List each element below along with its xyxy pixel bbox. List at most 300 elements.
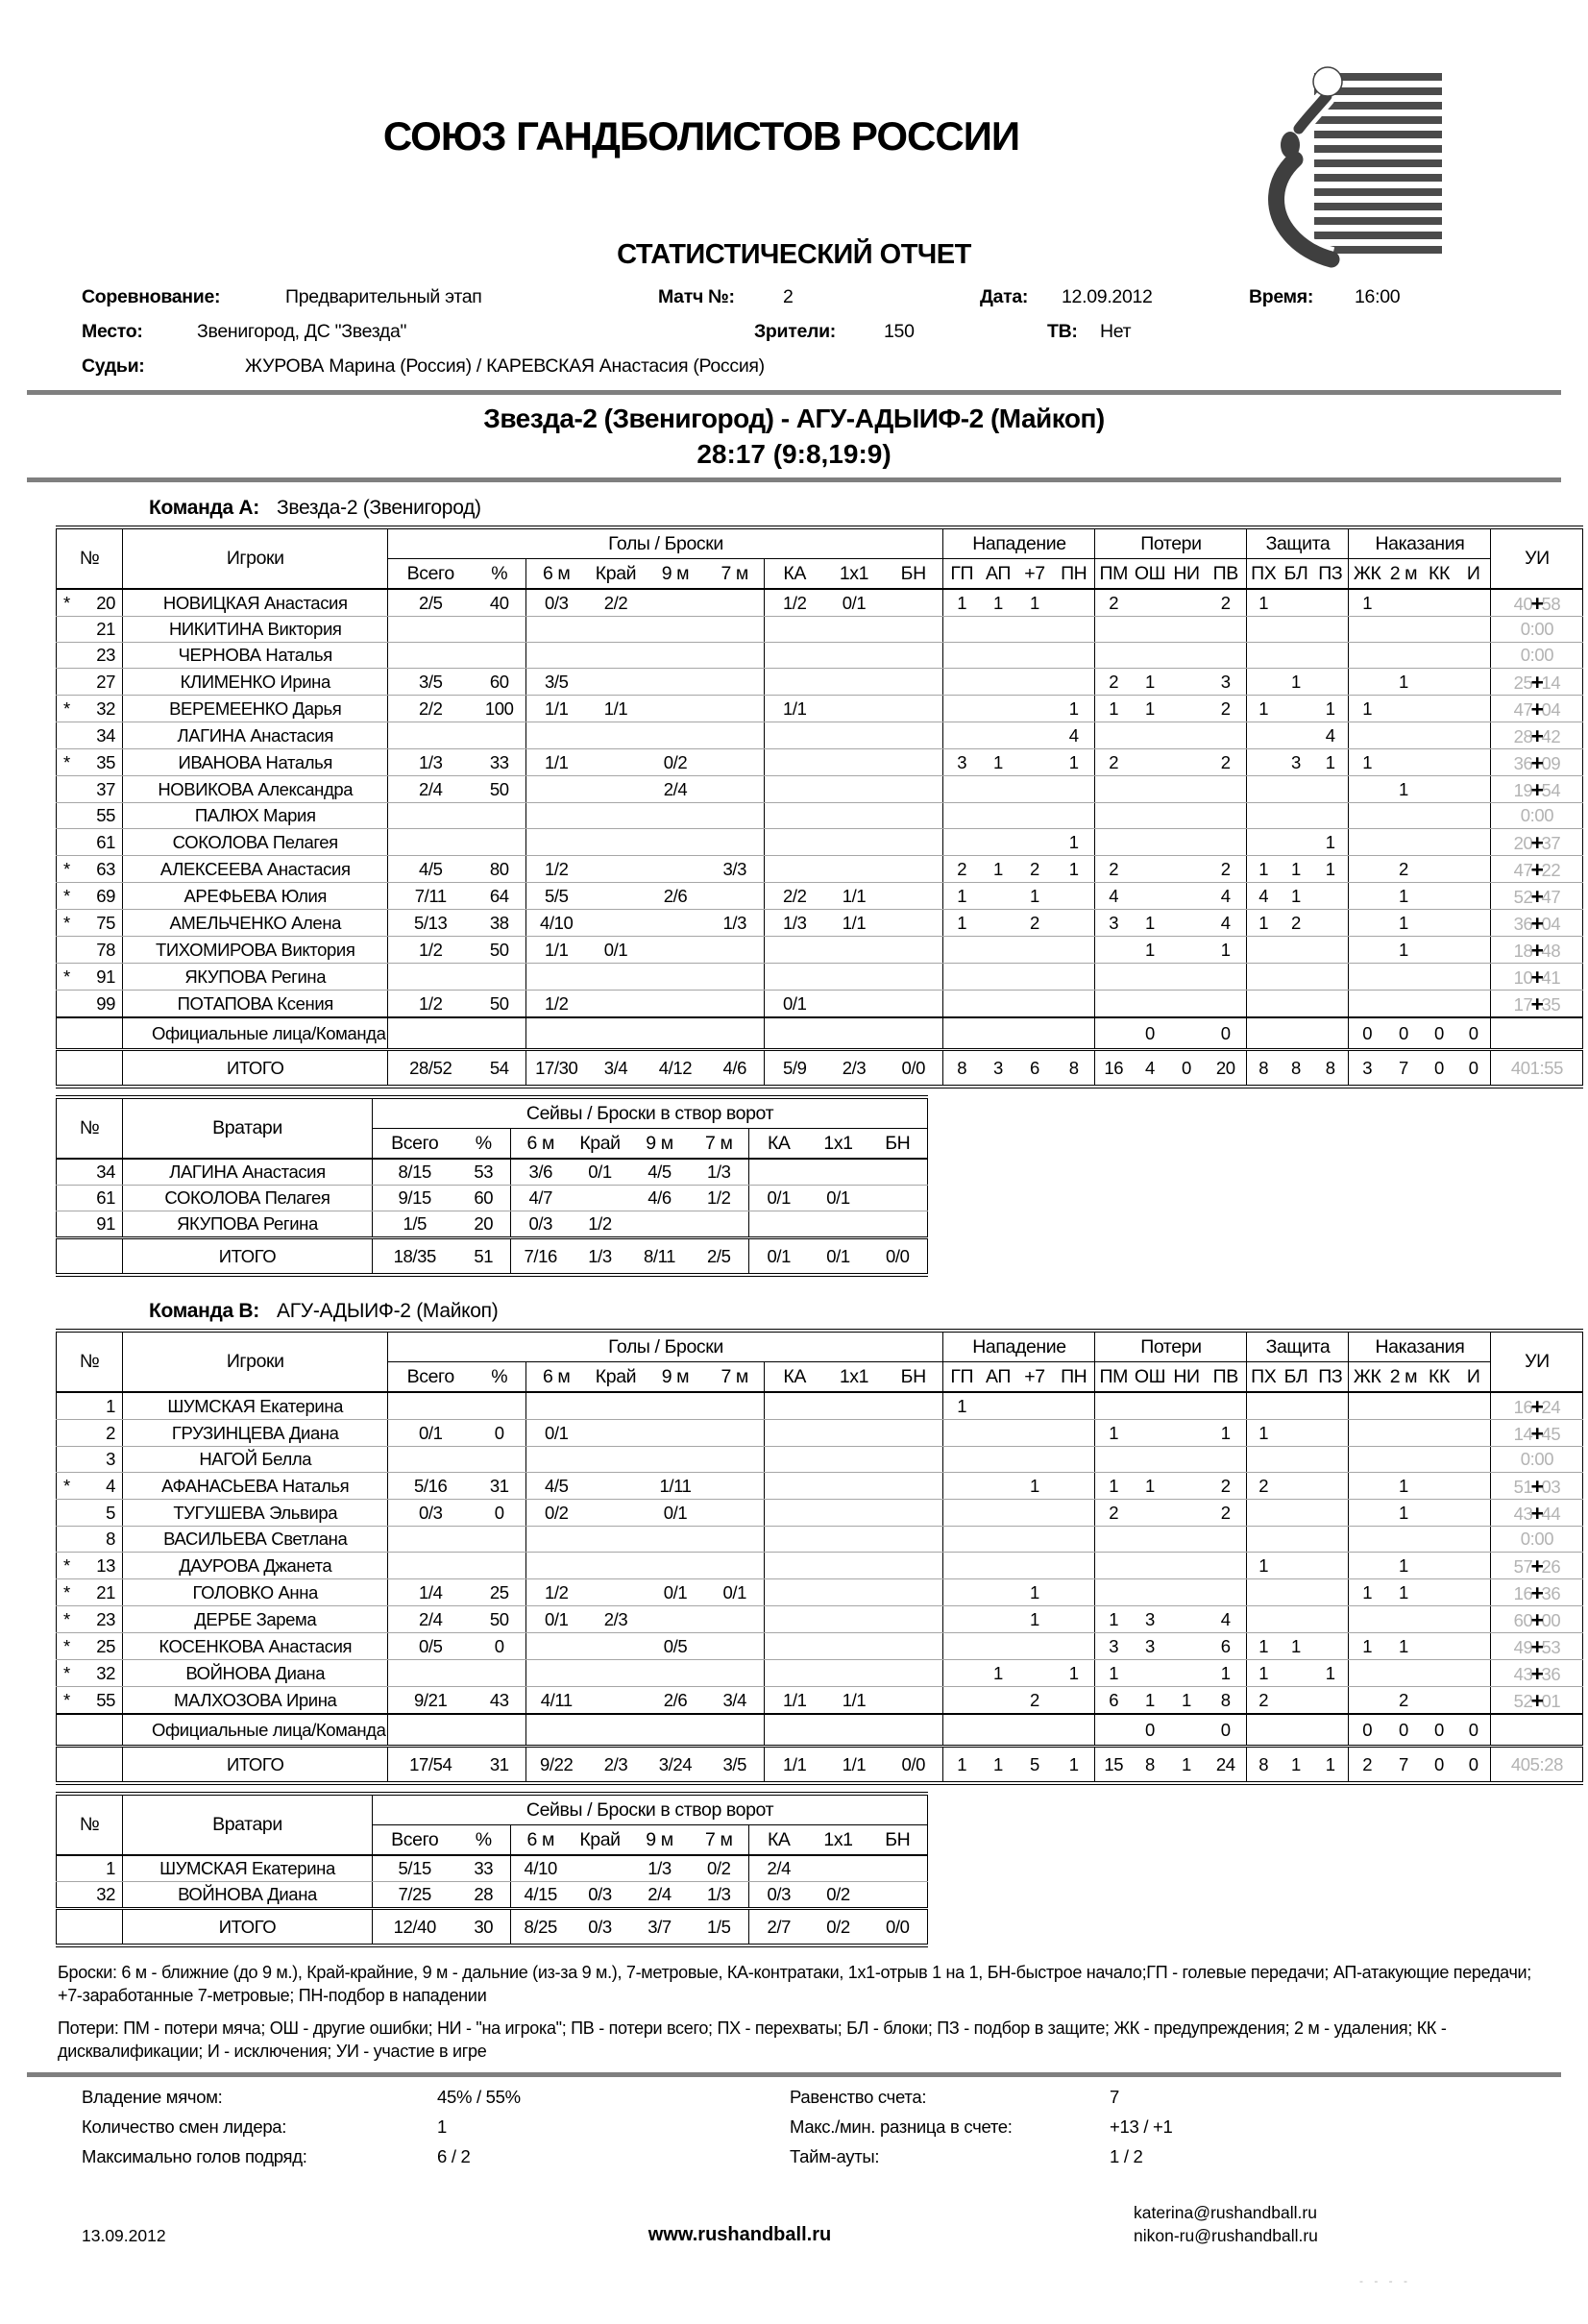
stat-bn: [884, 1633, 943, 1660]
stat-pv: 4: [1205, 1606, 1247, 1633]
stat-pv: 2: [1205, 589, 1247, 617]
col-players: Вратари: [123, 1794, 373, 1855]
stat-p7: 6: [1016, 1050, 1053, 1088]
player-name: ТИХОМИРОВА Виктория: [123, 937, 388, 964]
stat-pm: [1095, 776, 1132, 803]
stat-pn: 1: [1053, 1747, 1095, 1784]
player-name: АМЕЛЬЧЕНКО Алена: [123, 910, 388, 937]
stat-pct: [473, 1527, 526, 1553]
table-row: [57, 1420, 1583, 1447]
col-pm: ПМ: [1095, 1362, 1132, 1393]
stat-m6: [526, 1017, 586, 1050]
stat-ka: [765, 1017, 824, 1050]
stat-kk: [1422, 1553, 1456, 1579]
stat-wing: [571, 1855, 630, 1882]
stat-p7: 2: [1016, 910, 1053, 937]
stat-m7: [705, 1660, 765, 1687]
possession-value: 45% / 55%: [437, 2087, 521, 2107]
stat-pm: 1: [1095, 1660, 1132, 1687]
stat-bn: 0/0: [868, 1238, 928, 1276]
stat-pv: 24: [1205, 1747, 1247, 1784]
stat-m6: [526, 722, 586, 749]
stat-m9: [646, 1392, 705, 1420]
stat-osh: 1: [1132, 1473, 1168, 1500]
stat-gp: [943, 696, 980, 722]
stat-bn: [884, 617, 943, 643]
stat-one: [824, 1017, 884, 1050]
stat-m9: [646, 964, 705, 991]
stat-m9: [646, 1606, 705, 1633]
table-row: [57, 1553, 1583, 1579]
player-number: 4: [106, 1475, 115, 1496]
stat-wing: [571, 1186, 630, 1211]
stat-bn: [884, 1473, 943, 1500]
stat-m2: 1: [1385, 910, 1422, 937]
stat-ph: [1247, 643, 1280, 669]
stat-ni: [1168, 1553, 1205, 1579]
col-ap: АП: [980, 1362, 1016, 1393]
stat-pct: 60: [457, 1186, 511, 1211]
stat-m9: [646, 1553, 705, 1579]
stat-bn: [884, 1447, 943, 1473]
stat-pn: 1: [1053, 1660, 1095, 1687]
stat-pm: [1095, 964, 1132, 991]
stat-m6: 1/1: [526, 937, 586, 964]
stat-m2: [1385, 696, 1422, 722]
player-number: 13: [96, 1554, 115, 1576]
stat-ni: [1168, 1392, 1205, 1420]
stat-p7: 1: [1016, 1579, 1053, 1606]
stat-one: [824, 1420, 884, 1447]
stat-p7: [1016, 1392, 1053, 1420]
stat-bn: [884, 643, 943, 669]
stat-m7: 1/5: [690, 1909, 749, 1946]
stat-pv: [1205, 829, 1247, 856]
stat-pm: 2: [1095, 1500, 1132, 1527]
stat-osh: [1132, 1553, 1168, 1579]
player-number-cell: [57, 1050, 123, 1088]
played-plus-mark: +: [1530, 830, 1544, 855]
stat-one: [824, 1553, 884, 1579]
stat-ap: 1: [980, 589, 1016, 617]
table-row: [57, 1687, 1583, 1715]
stat-bl: 1: [1280, 856, 1312, 883]
stat-one: [824, 991, 884, 1018]
match-summary: [82, 2087, 1588, 2176]
stat-m7: 3/5: [705, 1747, 765, 1784]
stat-pm: 2: [1095, 589, 1132, 617]
stat-gp: [943, 669, 980, 696]
stat-pn: [1053, 1553, 1095, 1579]
stat-bl: 2: [1280, 910, 1312, 937]
stat-p7: 1: [1016, 1606, 1053, 1633]
report-title: СТАТИСТИЧЕСКИЙ ОТЧЕТ: [617, 239, 971, 270]
stat-pz: 1: [1312, 696, 1349, 722]
stat-pm: [1095, 1447, 1132, 1473]
stat-m7: [705, 1500, 765, 1527]
player-number-cell: [57, 1473, 123, 1500]
player-name: ГРУЗИНЦЕВА Диана: [123, 1420, 388, 1447]
ui-seconds: 54: [1541, 780, 1561, 800]
stat-ni: [1168, 856, 1205, 883]
stat-m6: 1/2: [526, 991, 586, 1018]
stat-ph: 1: [1247, 910, 1280, 937]
table-row: [57, 1747, 1583, 1784]
player-number-cell: [57, 991, 123, 1018]
stat-p7: [1016, 722, 1053, 749]
website: www.rushandball.ru: [647, 2224, 832, 2245]
stat-zhk: [1349, 1447, 1385, 1473]
info-line-1: [82, 286, 1588, 321]
stat-p7: 1: [1016, 1473, 1053, 1500]
stat-m9: [646, 1420, 705, 1447]
player-name: СОКОЛОВА Пелагея: [123, 829, 388, 856]
player-number-cell: [57, 669, 123, 696]
played-plus-mark: +: [1530, 857, 1544, 882]
stat-one: 0/1: [824, 589, 884, 617]
table-row: [57, 991, 1583, 1018]
stat-wing: [586, 829, 646, 856]
stat-ka: [765, 803, 824, 829]
stat-pz: [1312, 669, 1349, 696]
stat-ph: [1247, 1579, 1280, 1606]
player-number-cell: [57, 1500, 123, 1527]
ui-time: [1491, 1553, 1583, 1579]
stat-m2: [1385, 991, 1422, 1018]
table-row: [57, 1660, 1583, 1687]
player-number: 99: [96, 992, 115, 1014]
starter-mark: *: [63, 1689, 70, 1710]
player-number-cell: [57, 749, 123, 776]
ui-minutes: 19: [1513, 780, 1533, 800]
ui-seconds: 45: [1541, 1424, 1561, 1444]
stat-m9: [646, 829, 705, 856]
stat-pct: 43: [473, 1687, 526, 1715]
stat-m2: 1: [1385, 1633, 1422, 1660]
stat-pn: [1053, 1606, 1095, 1633]
stat-wing: [586, 1420, 646, 1447]
played-plus-mark: +: [1530, 884, 1544, 909]
stat-ph: [1247, 722, 1280, 749]
stat-ni: [1168, 722, 1205, 749]
stat-pz: [1312, 1392, 1349, 1420]
player-number: 32: [96, 1884, 115, 1904]
stat-m2: 1: [1385, 1473, 1422, 1500]
stat-total: 18/35: [373, 1238, 457, 1276]
player-number-cell: [57, 1660, 123, 1687]
col-num: №: [57, 1331, 123, 1392]
stat-pn: [1053, 1500, 1095, 1527]
played-plus-mark: +: [1530, 938, 1544, 963]
stat-one: [824, 617, 884, 643]
stat-pct: 31: [473, 1473, 526, 1500]
stat-pm: 3: [1095, 910, 1132, 937]
stat-pn: [1053, 589, 1095, 617]
ui-time: [1491, 910, 1583, 937]
played-plus-mark: +: [1530, 1501, 1544, 1526]
stat-bl: [1280, 1553, 1312, 1579]
stat-zhk: [1349, 829, 1385, 856]
stat-bn: [884, 1527, 943, 1553]
stat-ka: [765, 1447, 824, 1473]
stat-kk: [1422, 1500, 1456, 1527]
table-row: [57, 749, 1583, 776]
stat-m6: [526, 829, 586, 856]
col-m6: 6 м: [526, 559, 586, 590]
col-ni: НИ: [1168, 1362, 1205, 1393]
col-players: Вратари: [123, 1097, 373, 1159]
stat-m7: [705, 589, 765, 617]
stat-m2: [1385, 617, 1422, 643]
player-name: ВОЙНОВА Диана: [123, 1660, 388, 1687]
stat-p7: [1016, 1017, 1053, 1050]
starter-mark: *: [63, 1635, 70, 1656]
stat-kk: [1422, 643, 1456, 669]
stat-pm: [1095, 991, 1132, 1018]
played-plus-mark: +: [1530, 911, 1544, 936]
stat-pz: [1312, 1606, 1349, 1633]
col-num: №: [57, 1097, 123, 1159]
stat-one: [824, 937, 884, 964]
stat-m6: 0/1: [526, 1606, 586, 1633]
player-number-cell: [57, 937, 123, 964]
stat-pm: [1095, 1714, 1132, 1747]
stat-bl: [1280, 1714, 1312, 1747]
player-number-cell: [57, 1855, 123, 1882]
stat-bn: 0/0: [868, 1909, 928, 1946]
stat-total: 1/4: [388, 1579, 473, 1606]
stat-pv: 2: [1205, 696, 1247, 722]
stat-pct: [473, 803, 526, 829]
table-row: [57, 1579, 1583, 1606]
table-row: [57, 910, 1583, 937]
stat-kk: [1422, 1660, 1456, 1687]
stat-m9: [646, 1714, 705, 1747]
table-row: [57, 1238, 928, 1276]
ui-minutes: 10: [1513, 967, 1533, 988]
stat-ni: [1168, 589, 1205, 617]
player-number-cell: [57, 829, 123, 856]
stat-bl: [1280, 1392, 1312, 1420]
stat-ap: [980, 1017, 1016, 1050]
stat-pn: [1053, 991, 1095, 1018]
stat-m2: 1: [1385, 883, 1422, 910]
stat-bn: [884, 829, 943, 856]
divider: [27, 477, 1561, 482]
stat-ph: 1: [1247, 1660, 1280, 1687]
stat-ka: 2/7: [749, 1909, 809, 1946]
stat-pz: [1312, 1633, 1349, 1660]
col-bl: БЛ: [1280, 1362, 1312, 1393]
stat-m2: [1385, 1392, 1422, 1420]
ui-time: [1491, 1606, 1583, 1633]
player-number-cell: [57, 1238, 123, 1276]
ui-time: [1491, 1447, 1583, 1473]
stat-gp: [943, 991, 980, 1018]
stat-m9: 4/5: [630, 1159, 690, 1186]
stat-m2: [1385, 749, 1422, 776]
stat-one: [824, 669, 884, 696]
stat-ap: 1: [980, 1747, 1016, 1784]
stat-one: [824, 856, 884, 883]
stat-pz: [1312, 803, 1349, 829]
player-number: 23: [96, 645, 115, 665]
ui-time: [1491, 829, 1583, 856]
stat-ap: [980, 1500, 1016, 1527]
stat-total: 9/21: [388, 1687, 473, 1715]
col-osh: ОШ: [1132, 1362, 1168, 1393]
starter-mark: *: [63, 751, 70, 772]
stat-m6: 4/7: [511, 1186, 571, 1211]
stat-ni: [1168, 1606, 1205, 1633]
stat-p7: [1016, 1660, 1053, 1687]
played-plus-mark: +: [1530, 1474, 1544, 1499]
played-plus-mark: +: [1530, 670, 1544, 695]
stat-i: [1456, 829, 1491, 856]
stat-ph: 1: [1247, 696, 1280, 722]
stat-pm: 15: [1095, 1747, 1132, 1784]
stat-ph: [1247, 1606, 1280, 1633]
stat-one: 0/2: [809, 1882, 868, 1909]
stat-total: [388, 1447, 473, 1473]
stat-pv: 8: [1205, 1687, 1247, 1715]
stat-wing: 2/3: [586, 1747, 646, 1784]
player-number-cell: [57, 643, 123, 669]
stat-ni: [1168, 617, 1205, 643]
player-number: 23: [96, 1608, 115, 1629]
stat-one: [824, 722, 884, 749]
stat-ni: [1168, 1579, 1205, 1606]
stat-bn: [884, 1553, 943, 1579]
stat-zhk: 1: [1349, 589, 1385, 617]
stat-ph: [1247, 776, 1280, 803]
stat-ph: 1: [1247, 1633, 1280, 1660]
col-m9: 9 м: [630, 1825, 690, 1856]
page-footer: [0, 2199, 1588, 2324]
played-plus-mark: +: [1530, 1634, 1544, 1659]
stat-osh: 3: [1132, 1633, 1168, 1660]
stat-m9: [646, 937, 705, 964]
stat-osh: [1132, 722, 1168, 749]
stat-pct: 0: [473, 1633, 526, 1660]
ui-minutes: 25: [1513, 673, 1533, 693]
stat-m7: [705, 1447, 765, 1473]
stat-one: [824, 803, 884, 829]
stat-p7: [1016, 803, 1053, 829]
col-num: №: [57, 527, 123, 589]
stat-pct: 50: [473, 937, 526, 964]
stat-ap: [980, 1553, 1016, 1579]
stat-pn: [1053, 1017, 1095, 1050]
stat-m6: 4/11: [526, 1687, 586, 1715]
player-number-cell: [57, 722, 123, 749]
stat-m6: 0/1: [526, 1420, 586, 1447]
player-number: 91: [96, 966, 115, 987]
stat-pct: 38: [473, 910, 526, 937]
footnote-losses: Потери: ПМ - потери мяча; ОШ - другие ошибки; НИ - "на игрока"; ПВ - потери всего; ПХ - перехваты; БЛ - блоки; ПЗ - подбор в защите; ЖК - предупреждения; 2 м - удаления; КК - дисквалификации; И - исключения; УИ - участие в игре: [58, 2018, 1447, 2061]
stat-m2: 7: [1385, 1050, 1422, 1088]
stat-wing: [586, 1527, 646, 1553]
stat-wing: [586, 803, 646, 829]
stat-ni: [1168, 829, 1205, 856]
spectators-label: Зрители:: [754, 321, 836, 342]
stat-ap: [980, 964, 1016, 991]
stat-ap: [980, 696, 1016, 722]
table-row: [57, 1186, 928, 1211]
col-pct: %: [457, 1129, 511, 1160]
stat-bn: [884, 722, 943, 749]
stat-pz: 4: [1312, 722, 1349, 749]
stat-ph: [1247, 964, 1280, 991]
stat-m9: 2/6: [646, 1687, 705, 1715]
stat-gp: [943, 722, 980, 749]
stat-kk: 0: [1422, 1050, 1456, 1088]
referees-label: Судьи:: [82, 355, 145, 377]
player-number: 3: [106, 1449, 115, 1469]
stat-m9: [646, 991, 705, 1018]
report-date: 13.09.2012: [82, 2226, 166, 2245]
col-p7: +7: [1016, 1362, 1053, 1393]
stat-ph: [1247, 1500, 1280, 1527]
stat-one: [809, 1855, 868, 1882]
col-losses-group: Потери: [1095, 527, 1247, 559]
stat-pv: [1205, 617, 1247, 643]
stat-kk: [1422, 1473, 1456, 1500]
stat-zhk: [1349, 937, 1385, 964]
ui-seconds: 26: [1541, 1556, 1561, 1577]
starter-mark: *: [63, 1608, 70, 1629]
col-zhk: ЖК: [1349, 559, 1385, 590]
stat-ka: 0/3: [749, 1882, 809, 1909]
stat-m7: [705, 1527, 765, 1553]
col-wing: Край: [571, 1825, 630, 1856]
stat-i: [1456, 696, 1491, 722]
col-pct: %: [473, 559, 526, 590]
ui-minutes: 51: [1513, 1477, 1533, 1497]
stat-pn: [1053, 617, 1095, 643]
stat-pv: 2: [1205, 856, 1247, 883]
stat-ph: [1247, 937, 1280, 964]
max-diff-label: Макс./мин. разница в счете:: [790, 2116, 1013, 2137]
stat-i: [1456, 643, 1491, 669]
match-title: Звезда-2 (Звенигород) - АГУ-АДЫИФ-2 (Майкоп): [483, 404, 1105, 433]
played-plus-mark: +: [1530, 723, 1544, 748]
col-wing: Край: [586, 559, 646, 590]
ui-seconds: 36: [1541, 1583, 1561, 1603]
ties-label: Равенство счета:: [790, 2087, 927, 2107]
stat-m7: [705, 617, 765, 643]
stat-pn: [1053, 964, 1095, 991]
ui-time-value: 0:00: [1520, 1529, 1554, 1549]
player-name: МАЛХОЗОВА Ирина: [123, 1687, 388, 1715]
played-plus-mark: +: [1530, 1394, 1544, 1419]
col-m7: 7 м: [705, 559, 765, 590]
stat-m7: 3/4: [705, 1687, 765, 1715]
stat-ni: [1168, 696, 1205, 722]
stat-ka: [765, 722, 824, 749]
ui-minutes: 16: [1513, 1583, 1533, 1603]
stat-m7: [705, 1420, 765, 1447]
stat-p7: [1016, 669, 1053, 696]
stat-osh: 3: [1132, 1606, 1168, 1633]
stat-wing: [586, 1714, 646, 1747]
stat-m2: 0: [1385, 1714, 1422, 1747]
starter-mark: *: [63, 1581, 70, 1602]
player-name: АРЕФЬЕВА Юлия: [123, 883, 388, 910]
table-row: [57, 589, 1583, 617]
stat-zhk: [1349, 910, 1385, 937]
stat-total: [388, 617, 473, 643]
